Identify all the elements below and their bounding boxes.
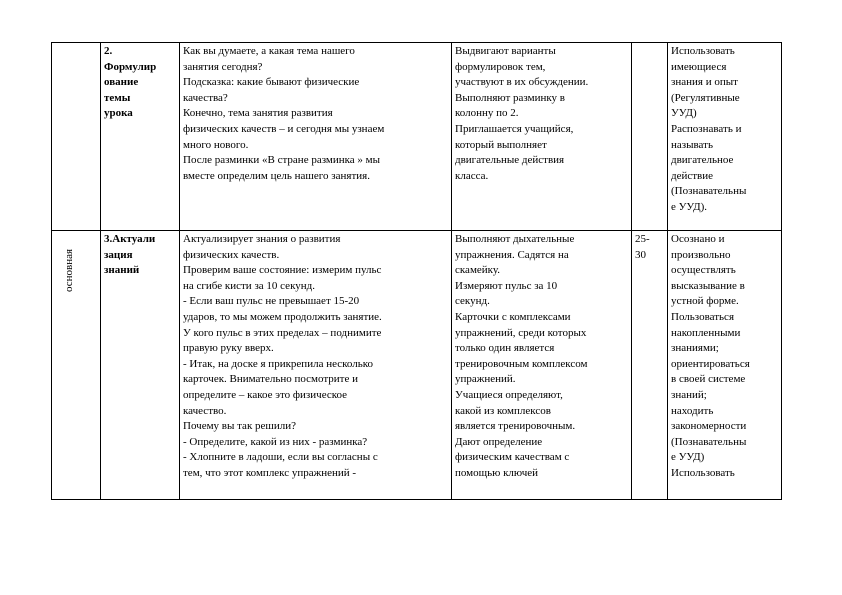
uud-line: произвольно — [671, 248, 731, 261]
teacher-line: определите – какое это физическое — [183, 388, 348, 401]
teacher-line: Конечно, тема занятия развития — [183, 107, 333, 120]
stage-cell — [101, 43, 180, 231]
uud-line: осуществлять — [671, 264, 736, 277]
uud-cell — [668, 231, 782, 500]
teacher-line: Как вы думаете, а какая тема нашего — [183, 45, 355, 57]
students-line: какой из комплексов — [455, 404, 551, 417]
teacher-line: много нового. — [183, 138, 249, 151]
section-label: основная — [63, 248, 75, 292]
uud-line: (Регулятивные — [671, 91, 740, 104]
teacher-line: физических качеств. — [183, 248, 280, 261]
students-line: упражнений, среди которых — [455, 326, 587, 339]
teacher-line: Почему вы так решили? — [183, 420, 297, 433]
teacher-activity-cell — [180, 43, 452, 231]
students-line: двигательные действия — [455, 154, 565, 167]
uud-line: Пользоваться — [671, 310, 734, 323]
students-line: помощью ключей — [455, 466, 539, 479]
uud-line: находить — [671, 404, 714, 417]
uud-line: накопленными — [671, 326, 741, 339]
teacher-line: карточек. Внимательно посмотрите и — [183, 373, 358, 386]
students-line: участвуют в их обсуждении. — [455, 76, 589, 89]
time-line: 30 — [635, 248, 646, 261]
teacher-line: - Хлопните в ладоши, если вы согласны с — [183, 451, 378, 464]
uud-line: устной форме. — [671, 295, 739, 308]
uud-line: (Познавательны — [671, 185, 747, 198]
uud-line: е УУД). — [671, 200, 708, 213]
teacher-activity-cell — [180, 231, 452, 500]
students-line: упражнения. Садятся на — [455, 248, 569, 261]
teacher-line: У кого пульс в этих пределах – поднимите — [183, 326, 382, 339]
uud-line: Использовать — [671, 45, 735, 57]
uud-line: действие — [671, 169, 714, 182]
teacher-line: - Если ваш пульс не превышает 15-20 — [183, 295, 360, 308]
students-line: который выполняет — [455, 138, 547, 151]
stage-line: урока — [104, 107, 133, 120]
uud-line: Распознавать и — [671, 122, 742, 135]
teacher-line: тем, что этот комплекс упражнений - — [183, 466, 357, 479]
teacher-line: занятия сегодня? — [183, 60, 263, 73]
students-line: только один является — [455, 342, 555, 355]
stage-line: Формулир — [104, 60, 157, 73]
students-line: класса. — [455, 169, 489, 182]
teacher-line: - Определите, какой из них - разминка? — [183, 435, 368, 448]
teacher-line: Проверим ваше состояние: измерим пульс — [183, 264, 382, 277]
uud-line: знания и опыт — [671, 76, 738, 89]
students-line: формулировок тем, — [455, 60, 546, 73]
stage-line: темы — [104, 91, 131, 104]
teacher-line: ударов, то мы можем продолжить занятие. — [183, 310, 382, 323]
table-row — [52, 43, 782, 231]
students-line: секунд. — [455, 295, 490, 308]
stage-line: 2. — [104, 45, 113, 57]
stage-cell — [101, 231, 180, 500]
students-line: Учащиеся определяют, — [455, 388, 563, 401]
teacher-line: - Итак, на доске я прикрепила несколько — [183, 357, 374, 370]
time-line: 25- — [635, 233, 650, 245]
teacher-line: После разминки «В стране разминка » мы — [183, 154, 381, 167]
teacher-line: правую руку вверх. — [183, 342, 274, 355]
section-cell — [52, 231, 101, 500]
teacher-line: качество. — [183, 404, 227, 417]
teacher-line: физических качеств – и сегодня мы узнаем — [183, 122, 385, 135]
uud-line: Осознано и — [671, 233, 725, 245]
uud-line: закономерности — [671, 420, 747, 433]
students-line: Дают определение — [455, 435, 543, 448]
uud-line: в своей системе — [671, 373, 746, 386]
uud-line: знаний; — [671, 388, 707, 401]
teacher-line: качества? — [183, 91, 228, 104]
uud-line: высказывание в — [671, 279, 745, 292]
teacher-line: Актуализирует знания о развития — [183, 233, 341, 245]
stage-line: зация — [104, 248, 133, 261]
students-line: Карточки с комплексами — [455, 310, 571, 323]
teacher-line: на сгибе кисти за 10 секунд. — [183, 279, 315, 292]
uud-line: (Познавательны — [671, 435, 747, 448]
uud-cell — [668, 43, 782, 231]
table-row — [52, 231, 782, 500]
students-line: физическим качествам с — [455, 451, 570, 464]
students-activity-cell — [452, 231, 632, 500]
stage-line: знаний — [104, 264, 140, 277]
uud-line: двигательное — [671, 154, 734, 167]
stage-line: 3.Актуали — [104, 233, 156, 245]
students-line: Выдвигают варианты — [455, 45, 556, 57]
stage-line: ование — [104, 76, 139, 89]
uud-line: имеющиеся — [671, 60, 727, 73]
students-line: упражнений. — [455, 373, 516, 386]
students-line: Измеряют пульс за 10 — [455, 279, 558, 292]
uud-line: называть — [671, 138, 713, 151]
time-cell — [632, 231, 668, 500]
students-line: является тренировочным. — [455, 420, 576, 433]
uud-line: е УУД) — [671, 451, 705, 464]
students-line: скамейку. — [455, 264, 501, 277]
lesson-plan-table — [51, 42, 782, 500]
teacher-line: вместе определим цель нашего занятия. — [183, 169, 370, 182]
students-line: колонну по 2. — [455, 107, 519, 120]
students-line: Приглашается учащийся, — [455, 122, 574, 135]
students-line: Выполняют разминку в — [455, 91, 565, 104]
uud-line: знаниями; — [671, 342, 719, 355]
uud-line: Использовать — [671, 466, 735, 479]
students-activity-cell — [452, 43, 632, 231]
students-line: Выполняют дыхательные — [455, 233, 575, 245]
time-cell — [632, 43, 668, 231]
students-line: тренировочным комплексом — [455, 357, 588, 370]
teacher-line: Подсказка: какие бывают физические — [183, 76, 360, 89]
section-cell — [52, 43, 101, 231]
uud-line: ориентироваться — [671, 357, 750, 370]
uud-line: УУД) — [671, 107, 697, 120]
